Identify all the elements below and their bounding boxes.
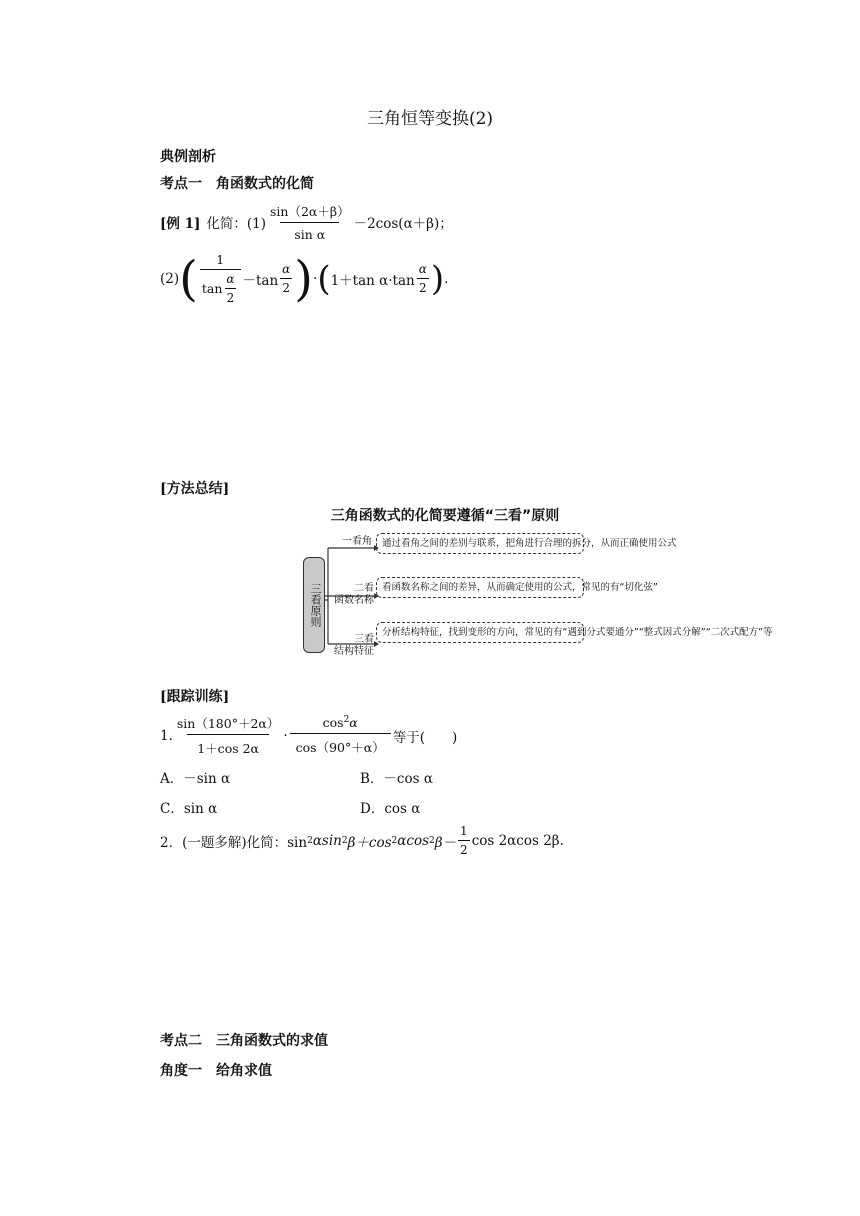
fraction-numerator: 1 [216,252,225,267]
question-number: 1. [160,727,173,744]
option-label: A． [160,771,184,787]
expr-part: αsin [312,832,342,849]
page-title: 三角恒等变换(2) [366,109,494,129]
tan-text: tan [201,281,223,296]
branch-label-line: 三看 [354,634,374,645]
left-paren: ( [317,258,331,299]
option-label: D． [360,801,385,817]
method-summary-heading: [方法总结] [160,481,230,497]
second-factor: 1＋tan α·tan [330,272,415,289]
branch-label-line: 一看角 [342,536,372,547]
expr-part: β－ [434,834,457,851]
section-heading: 典例剖析 [160,149,216,165]
branch-box: 通过看角之间的差别与联系，把角进行合理的拆分，从而正确使用公式 [376,533,584,554]
option-text: sin α [183,801,218,817]
branch-label [324,583,374,607]
option-label: C． [160,801,184,817]
exponent: 2 [343,715,350,726]
fraction [200,252,241,305]
fraction-numerator: sin（180°＋2α） [176,716,280,731]
option-d[interactable] [360,797,420,817]
fraction-denominator: sin α [280,222,339,242]
right-paren: ) [294,250,314,307]
example1-part2 [160,252,448,305]
alpha: α [349,715,358,731]
diagram-title: 三角函数式的化简要遵循“三看”原则 [330,508,560,524]
two: 2 [417,278,429,295]
part-label: (2) [160,270,180,287]
branch-label-line: 结构特征 [334,646,374,657]
branch-label [324,634,374,658]
fraction-denominator: cos（90°＋α） [290,733,391,756]
question-tail: 等于( ) [392,729,458,746]
fraction [458,824,470,857]
dot: · [313,270,318,287]
tracking-heading: [跟踪训练] [160,689,230,705]
kaodian-heading: 考点一 角函数式的化简 [160,176,314,192]
expr-part: αcos [397,832,429,849]
half-alpha [417,262,429,295]
kaodian2-heading: 考点二 三角函数式的求值 [160,1033,328,1049]
fraction-denominator: 1＋cos 2α [187,734,269,757]
example-prefix: 化简：(1) [206,216,266,232]
branch-box: 看函数名称之间的差异，从而确定使用的公式，常见的有“切化弦” [376,577,584,598]
option-a[interactable] [160,767,230,787]
period: . [444,270,449,287]
fraction [290,715,391,755]
option-text: －cos α [383,771,433,787]
question-tail: cos 2αcos 2β. [471,832,564,849]
left-paren: ( [179,250,198,307]
option-c[interactable] [160,797,217,817]
branch-box: 分析结构特征，找到变形的方向，常见的有“遇到分式要通分”“整式因式分解”“二次式配方”等 [376,622,584,643]
question-2: 2．(一题多解)化简：sin 2 αsin 2 β＋cos 2 αcos 2 β－ $\frac{1}{2}$ cos 2αcos 2β. [160,824,564,857]
branch-label-line: 二看 [354,583,374,594]
three-look-diagram [300,530,773,680]
center-pill: 三看原则 [303,557,325,653]
example-label: [例 1] [160,216,201,232]
branch-label-line: 函数名称 [334,595,374,606]
option-label: B． [360,771,384,787]
fraction-numerator: 1 [460,824,468,838]
fraction-numerator: sin（2α＋β） [270,204,350,219]
option-text: cos α [384,801,421,817]
option-b[interactable] [360,767,433,787]
fraction [175,714,281,757]
alpha: α [418,262,427,276]
question-head: 2．(一题多解)化简：sin [160,834,308,851]
alpha: α [226,272,235,286]
jiaodu-heading: 角度一 给角求值 [160,1063,272,1079]
expr-part: β＋cos [347,834,392,851]
option-text: －sin α [183,771,231,787]
cos-text: cos [322,715,344,731]
example1-part1 [160,202,453,242]
question-1 [160,714,457,757]
minus-tan: －tan [242,272,279,289]
fraction [268,202,352,242]
fraction-denominator: 2 [458,840,470,857]
alpha: α [282,262,291,276]
branch-label [328,536,372,548]
expression-tail: －2cos(α＋β)； [353,216,453,232]
fraction-numerator [321,715,360,732]
half-alpha [224,272,236,305]
fraction-denominator [200,269,241,305]
two: 2 [280,278,292,295]
dot: · [283,727,288,744]
right-paren: ) [430,258,445,299]
two: 2 [225,288,237,305]
half-alpha [280,262,292,295]
